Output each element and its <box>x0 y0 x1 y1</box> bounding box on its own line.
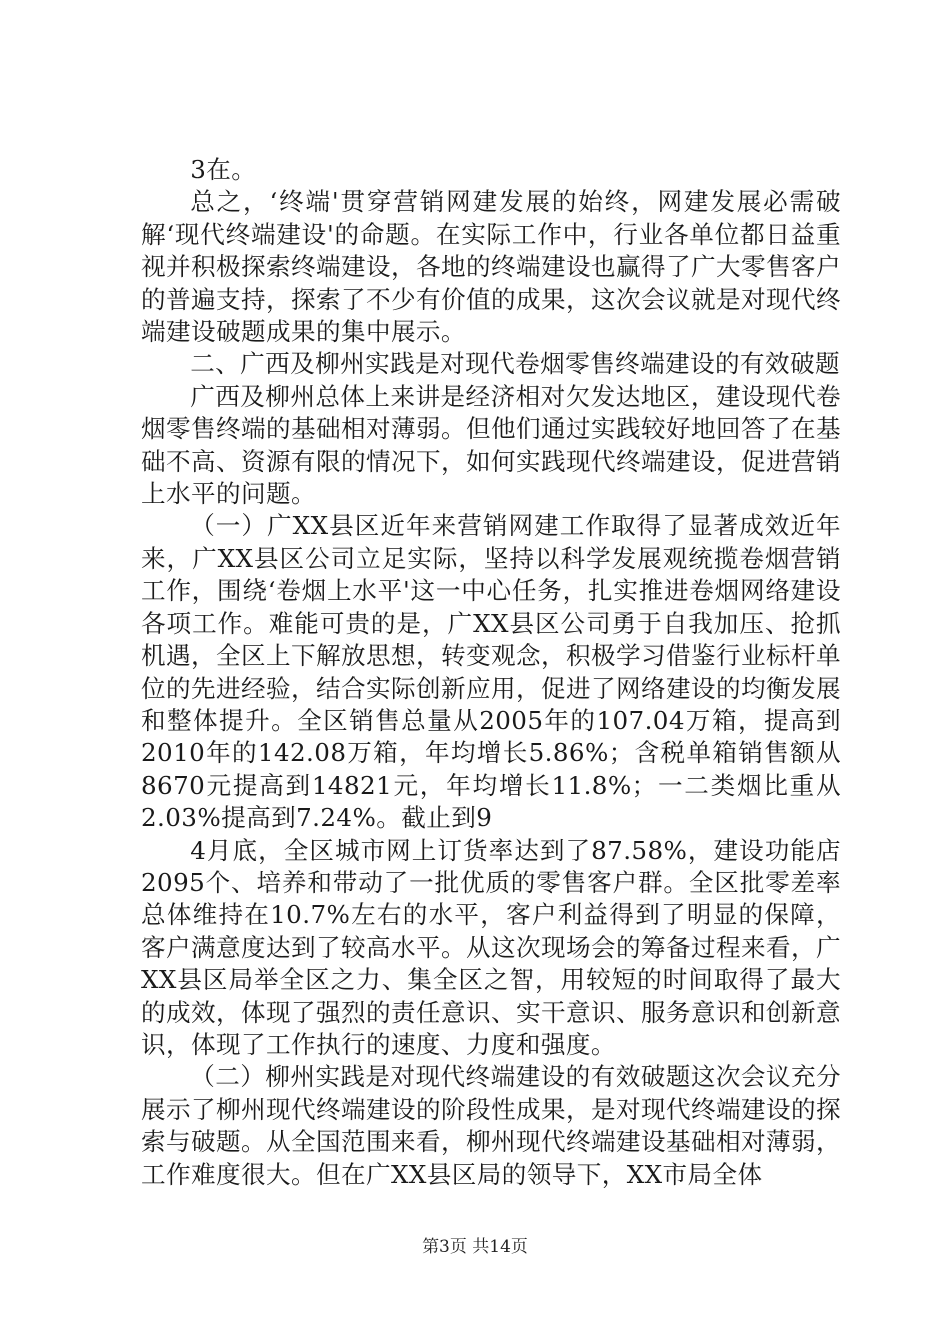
section-heading-two: 二、广西及柳州实践是对现代卷烟零售终端建设的有效破题 <box>190 349 841 379</box>
paragraph-april-stats: 4月底，全区城市网上订货率达到了87.58%，建设功能店2095个、培养和带动了一批优质的零售客户群。全区批零差率总体维持在10.7%左右的水平，客户利益得到了明显的保障，客户满意度达到了较高水平。从这次现场会的筹备过程来看，广XX县区局举全区之力、集全区之智，用较短的时间取得了最大的成效，体现了强烈的责任意识、实干意识、服务意识和创新意识，体现了工作执行的速度、力度和强度。 <box>141 835 841 1059</box>
subsection-two: （二）柳州实践是对现代终端建设的有效破题这次会议充分展示了柳州现代终端建设的阶段性成果，是对现代终端建设的探索与破题。从全国范围来看，柳州现代终端建设基础相对薄弱，工作难度很大。但在广XX县区局的领导下，XX市局全体 <box>141 1062 841 1189</box>
document-body <box>141 154 841 1191</box>
page-number-footer: 第3页 共14页 <box>422 1237 528 1257</box>
subsection-one: （一）广XX县区近年来营销网建工作取得了显著成效近年来，广XX县区公司立足实际，坚持以科学发展观统揽卷烟营销工作，围绕‘卷烟上水平'这一中心任务，扎实推进卷烟网络建设各项工作。难能可贵的是，广XX县区公司勇于自我加压、抢抓机遇，全区上下解放思想，转变观念，积极学习借鉴行业标杆单位的先进经验，结合实际创新应用，促进了网络建设的均衡发展和整体提升。全区销售总量从2005年的107.04万箱，提高到2010年的142.08万箱，年均增长5.86%；含税单箱销售额从8670元提高到14821元，年均增长11.8%；一二类烟比重从2.03%提高到7.24%。截止到9 <box>141 511 841 833</box>
paragraph-fragment: 3在。 <box>190 155 257 184</box>
paragraph-guangxi-overview: 广西及柳州总体上来讲是经济相对欠发达地区，建设现代卷烟零售终端的基础相对薄弱。但他们通过实践较好地回答了在基础不高、资源有限的情况下，如何实践现代终端建设，促进营销上水平的问题。 <box>141 381 841 509</box>
paragraph-summary: 总之，‘终端'贯穿营销网建发展的始终，网建发展必需破解‘现代终端建设'的命题。在实际工作中，行业各单位都日益重视并积极探索终端建设，各地的终端建设也赢得了广大零售客户的普遍支持，探索了不少有价值的成果，这次会议就是对现代终端建设破题成果的集中展示。 <box>141 187 841 347</box>
